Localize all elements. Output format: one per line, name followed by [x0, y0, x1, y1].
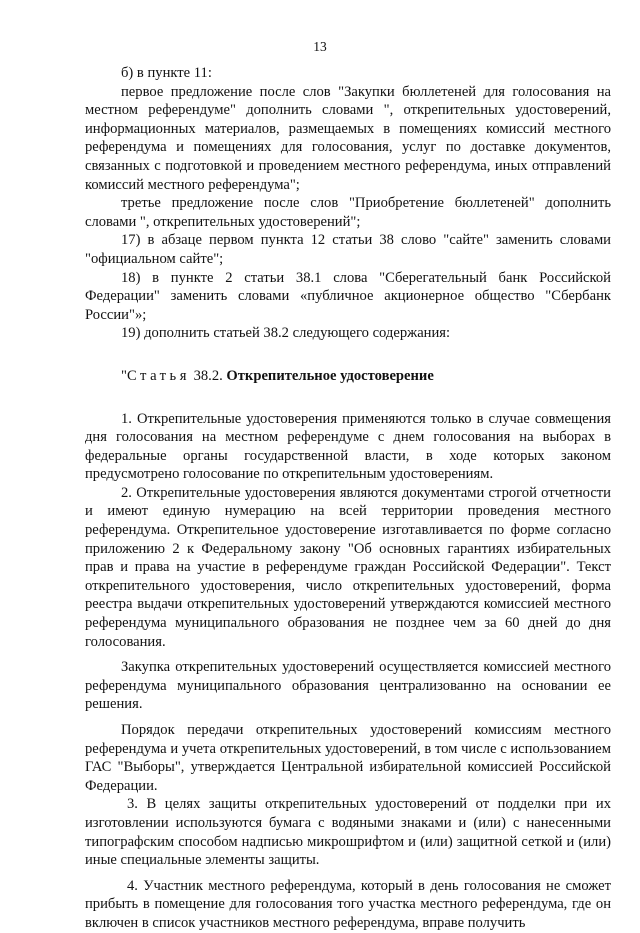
article-paragraph: 3. В целях защиты открепительных удостоверений от подделки при их изготовлении используются бумага с водяными знаками и (или) с нанесенными типографским способом надписью микрошрифтом и (или) защитной сеткой и (или) иные специальные элементы защиты. [85, 796, 611, 869]
article-word: Статья [126, 367, 190, 384]
article-paragraph: 4. Участник местного референдума, который в день голосования не сможет прибыть в помещение для голосования того участка местного референдума, где он включен в список участников местного референдума, вправе получить [85, 877, 611, 931]
page-number: 13 [313, 39, 327, 54]
amendment-paragraph: б) в пункте 11: [121, 65, 212, 81]
amendment-paragraph: третье предложение после слов "Приобретение бюллетеней" дополнить словами ", открепительных удостоверений"; [85, 195, 611, 230]
article-quote-open: " [121, 367, 127, 384]
amendment-paragraph: 17) в абзаце первом пункта 12 статьи 38 слово "сайте" заменить словами "официальном сайте"; [85, 232, 611, 267]
article-heading [85, 367, 611, 386]
amendment-paragraph: 19) дополнить статьей 38.2 следующего содержания: [121, 325, 451, 342]
article-number: 38.2. [189, 367, 227, 384]
article-paragraph: Закупка открепительных удостоверений осуществляется комиссией местного референдума муниципального образования централизованно на основании ее решения. [85, 659, 611, 713]
amendment-paragraph: 18) в пункте 2 статьи 38.1 слова "Сберегательный банк Российской Федерации" заменить словами «публичное акционерное общество "Сбербанк России"»; [85, 269, 611, 323]
article-title: Открепительное удостоверение [226, 367, 434, 384]
article-paragraph: 2. Открепительные удостоверения являются документами строгой отчетности и имеют единую нумерацию на всей территории проведения местного референдума. Открепительное удостоверение изготавливается по форме согласно приложению 2 к Федеральному закону "Об основных гарантиях избирательных прав и права на участие в референдуме граждан Российской Федерации". Текст открепительного удостоверения, число открепительных удостоверений, форма реестра выдачи открепительных удостоверений утверждаются комиссией местного референдума муниципального образования не позднее чем за 60 дней до дня голосования. [85, 484, 611, 650]
document-body [85, 64, 611, 933]
article-paragraph: Порядок передачи открепительных удостоверений комиссиям местного референдума и учета открепительных удостоверений, в том числе с использованием ГАС "Выборы", утверждается Центральной избирательной комиссией Российской Федерации. [85, 722, 611, 794]
article-paragraph: 1. Открепительные удостоверения применяются только в случае совмещения дня голосования на местном референдуме с днем голосования на выборах в федеральные органы государственной власти, в ходе которых законом предусмотрено голосование по открепительным удостоверениям. [85, 410, 611, 483]
amendment-paragraph: первое предложение после слов "Закупки бюллетеней для голосования на местном референдуме" дополнить словами ", открепительных удостоверений, информационных материалов, размещаемых в помещениях комиссий местного референдума и помещениях для голосования, услуг по доставке документов, связанных с подготовкой и проведением местного референдума, иных отправлений комиссий местного референдума"; [85, 83, 611, 193]
